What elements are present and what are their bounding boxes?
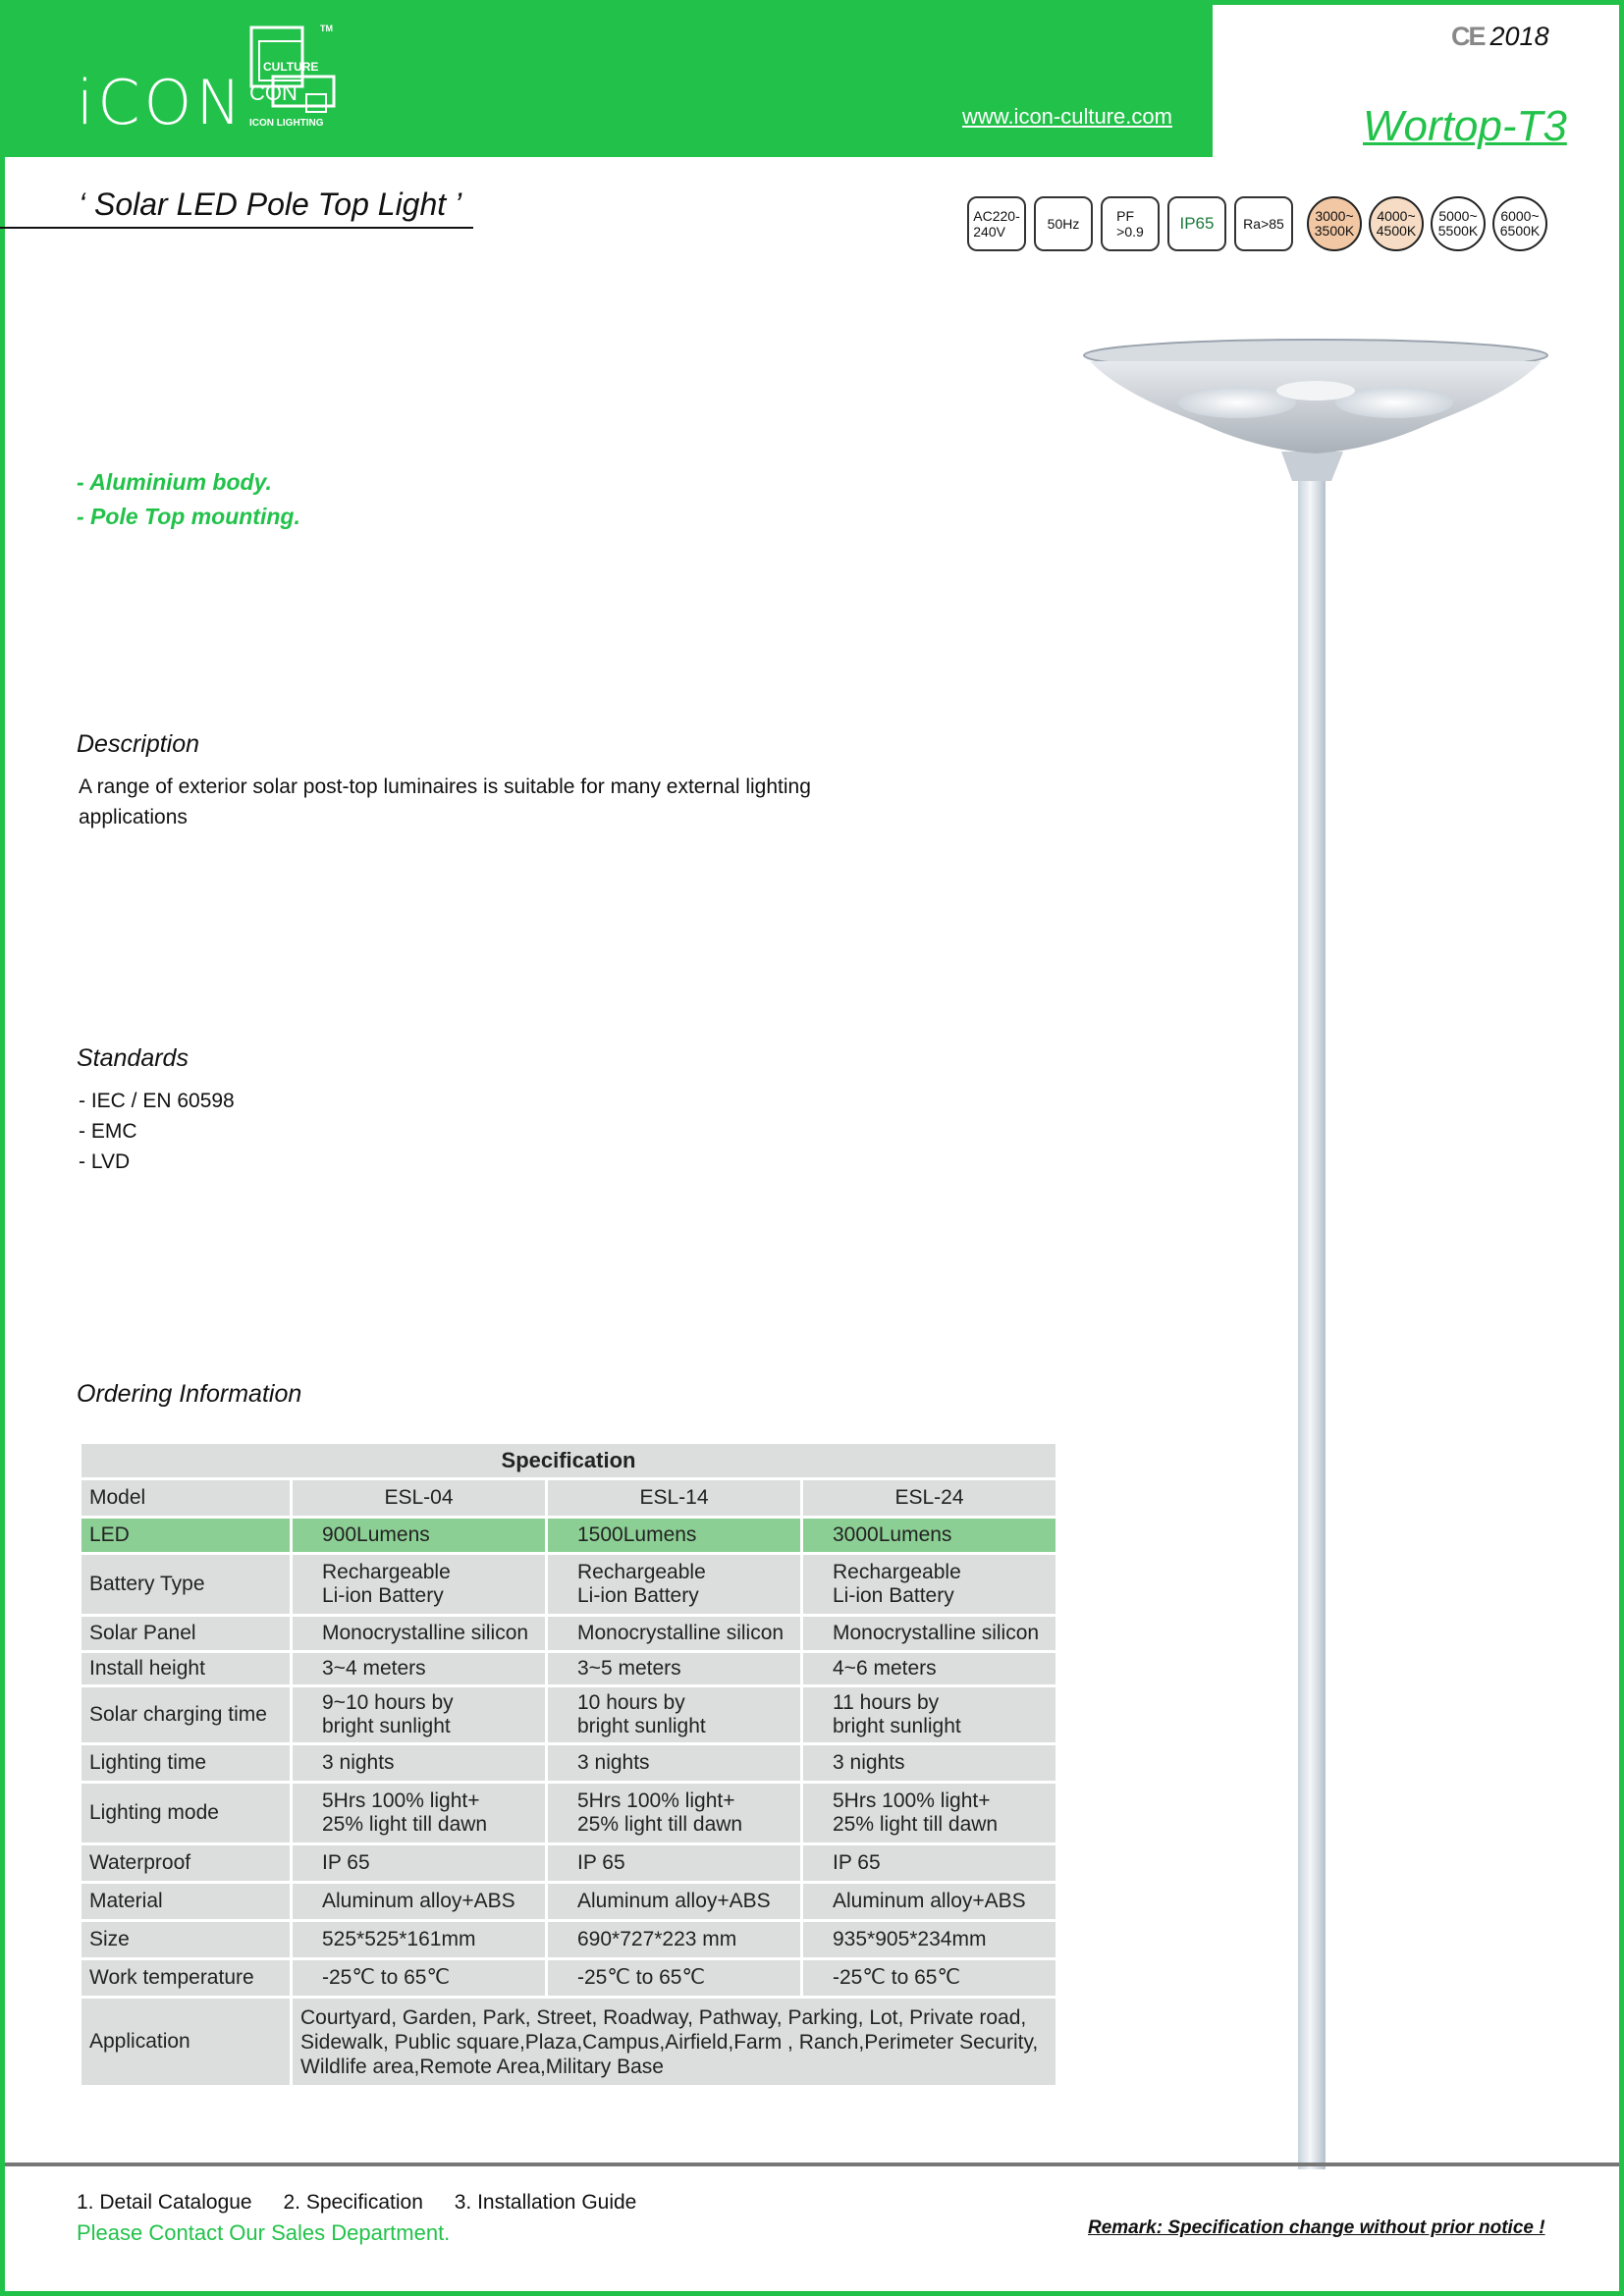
table-row-led [81, 1519, 1056, 1552]
footer-remark: Remark: Specification change without prior notice ! [1088, 2217, 1545, 2238]
row-label: Battery Type [81, 1555, 290, 1614]
standards-heading: Standards [77, 1044, 189, 1072]
table-cell: 5Hrs 100% light+ 25% light till dawn [548, 1784, 800, 1842]
table-cell: Monocrystalline silicon [803, 1617, 1056, 1650]
table-cell: -25℃ to 65℃ [803, 1960, 1056, 1996]
icon-culture-logo [245, 22, 344, 132]
footer-contact: Please Contact Our Sales Department. [77, 2220, 451, 2245]
row-label: Model [81, 1480, 290, 1516]
footer-links [77, 2191, 662, 2215]
specification-table [79, 1441, 1058, 2088]
model-cell: ESL-04 [293, 1480, 545, 1516]
table-cell: 3~4 meters [293, 1653, 545, 1684]
table-cell: Rechargeable Li-ion Battery [548, 1555, 800, 1614]
table-cell: Aluminum alloy+ABS [293, 1884, 545, 1919]
table-row-work-temperature [81, 1960, 1056, 1996]
feature-item: - Aluminium body. [77, 469, 272, 495]
table-cell: Monocrystalline silicon [548, 1617, 800, 1650]
product-image-pole-light [1080, 334, 1571, 2169]
table-cell: IP 65 [548, 1845, 800, 1881]
table-cell: 5Hrs 100% light+ 25% light till dawn [803, 1784, 1056, 1842]
feature-list [77, 465, 300, 534]
row-label: Lighting mode [81, 1784, 290, 1842]
table-cell: Aluminum alloy+ABS [803, 1884, 1056, 1919]
row-label: Install height [81, 1653, 290, 1684]
model-cell: ESL-24 [803, 1480, 1056, 1516]
row-label: Application [81, 1999, 290, 2085]
website-link[interactable]: www.icon-culture.com [962, 104, 1172, 129]
ce-mark-icon: CE [1451, 22, 1485, 51]
logo-con-text: CON [249, 80, 298, 105]
table-cell: -25℃ to 65℃ [548, 1960, 800, 1996]
row-label: Waterproof [81, 1845, 290, 1881]
table-cell: -25℃ to 65℃ [293, 1960, 545, 1996]
frequency-badge: 50Hz [1034, 196, 1093, 251]
table-cell: 5Hrs 100% light+ 25% light till dawn [293, 1784, 545, 1842]
row-label: Size [81, 1922, 290, 1957]
application-cell: Courtyard, Garden, Park, Street, Roadway, Pathway, Parking, Lot, Private road, Sidewalk, Public square,Plaza,Campus,Airfield,Farm , Ranch,Perimeter Security, Wildlife area,Remote Area,Military Base [293, 1999, 1056, 2085]
table-cell: IP 65 [803, 1845, 1056, 1881]
model-row [81, 1480, 1056, 1516]
table-cell: 4~6 meters [803, 1653, 1056, 1684]
table-row-install-height [81, 1653, 1056, 1684]
standards-list [79, 1086, 235, 1177]
table-row-material [81, 1884, 1056, 1919]
row-label: Work temperature [81, 1960, 290, 1996]
footer-link-installation-guide[interactable]: 3. Installation Guide [454, 2191, 637, 2214]
row-label: Solar Panel [81, 1617, 290, 1650]
footer-link-specification[interactable]: 2. Specification [283, 2191, 423, 2214]
standard-item: - EMC [79, 1120, 137, 1143]
table-row-lighting-time [81, 1745, 1056, 1781]
model-name: Wortop-T3 [1363, 102, 1567, 150]
table-row-battery [81, 1555, 1056, 1614]
table-cell: 1500Lumens [548, 1519, 800, 1552]
logo-culture-text: CULTURE [263, 60, 319, 74]
row-label: LED [81, 1519, 290, 1552]
cct-badge-daylight: 6000~ 6500K [1492, 196, 1547, 251]
table-cell: 3000Lumens [803, 1519, 1056, 1552]
table-row-lighting-mode [81, 1784, 1056, 1842]
standard-item: - IEC / EN 60598 [79, 1090, 235, 1112]
description-text: A range of exterior solar post-top luminaires is suitable for many external lighting applications [79, 775, 811, 828]
table-title: Specification [81, 1444, 1056, 1477]
table-cell: 525*525*161mm [293, 1922, 545, 1957]
table-cell: 9~10 hours by bright sunlight [293, 1687, 545, 1742]
table-title-row [81, 1444, 1056, 1477]
table-cell: 3 nights [293, 1745, 545, 1781]
table-cell: 10 hours by bright sunlight [548, 1687, 800, 1742]
table-cell: IP 65 [293, 1845, 545, 1881]
table-row-size [81, 1922, 1056, 1957]
footer-link-detail-catalogue[interactable]: 1. Detail Catalogue [77, 2191, 252, 2214]
table-cell: 690*727*223 mm [548, 1922, 800, 1957]
row-label: Lighting time [81, 1745, 290, 1781]
logo-subtitle-text: ICON LIGHTING [249, 118, 324, 129]
cct-badge-cool: 5000~ 5500K [1431, 196, 1486, 251]
product-title: ‘ Solar LED Pole Top Light ’ [0, 187, 473, 229]
row-label: Solar charging time [81, 1687, 290, 1742]
ip-rating-badge: IP65 [1167, 196, 1226, 251]
power-factor-badge: PF >0.9 [1101, 196, 1160, 251]
logo-tm-text: TM [320, 24, 333, 33]
brand-logo-text: iCON [77, 67, 245, 138]
table-cell: 3 nights [803, 1745, 1056, 1781]
feature-item: - Pole Top mounting. [77, 504, 300, 529]
table-cell: Rechargeable Li-ion Battery [293, 1555, 545, 1614]
standard-item: - LVD [79, 1150, 131, 1173]
cri-badge: Ra>85 [1234, 196, 1293, 251]
table-row-application [81, 1999, 1056, 2085]
table-cell: 935*905*234mm [803, 1922, 1056, 1957]
table-cell: Monocrystalline silicon [293, 1617, 545, 1650]
table-cell: Rechargeable Li-ion Battery [803, 1555, 1056, 1614]
footer-divider [5, 2163, 1619, 2166]
table-row-charging-time [81, 1687, 1056, 1742]
model-cell: ESL-14 [548, 1480, 800, 1516]
voltage-badge: AC220- 240V [967, 196, 1026, 251]
description-heading: Description [77, 730, 200, 758]
table-cell: 900Lumens [293, 1519, 545, 1552]
ce-year-mark [1451, 22, 1549, 52]
header-band [0, 0, 1213, 157]
table-cell: 3~5 meters [548, 1653, 800, 1684]
row-label: Material [81, 1884, 290, 1919]
table-cell: Aluminum alloy+ABS [548, 1884, 800, 1919]
ordering-heading: Ordering Information [77, 1380, 302, 1408]
table-cell: 11 hours by bright sunlight [803, 1687, 1056, 1742]
table-row-solar-panel [81, 1617, 1056, 1650]
table-row-waterproof [81, 1845, 1056, 1881]
cct-badge-neutral: 4000~ 4500K [1369, 196, 1424, 251]
table-cell: 3 nights [548, 1745, 800, 1781]
cct-badge-warm: 3000~ 3500K [1307, 196, 1362, 251]
year-text: 2018 [1489, 22, 1549, 51]
